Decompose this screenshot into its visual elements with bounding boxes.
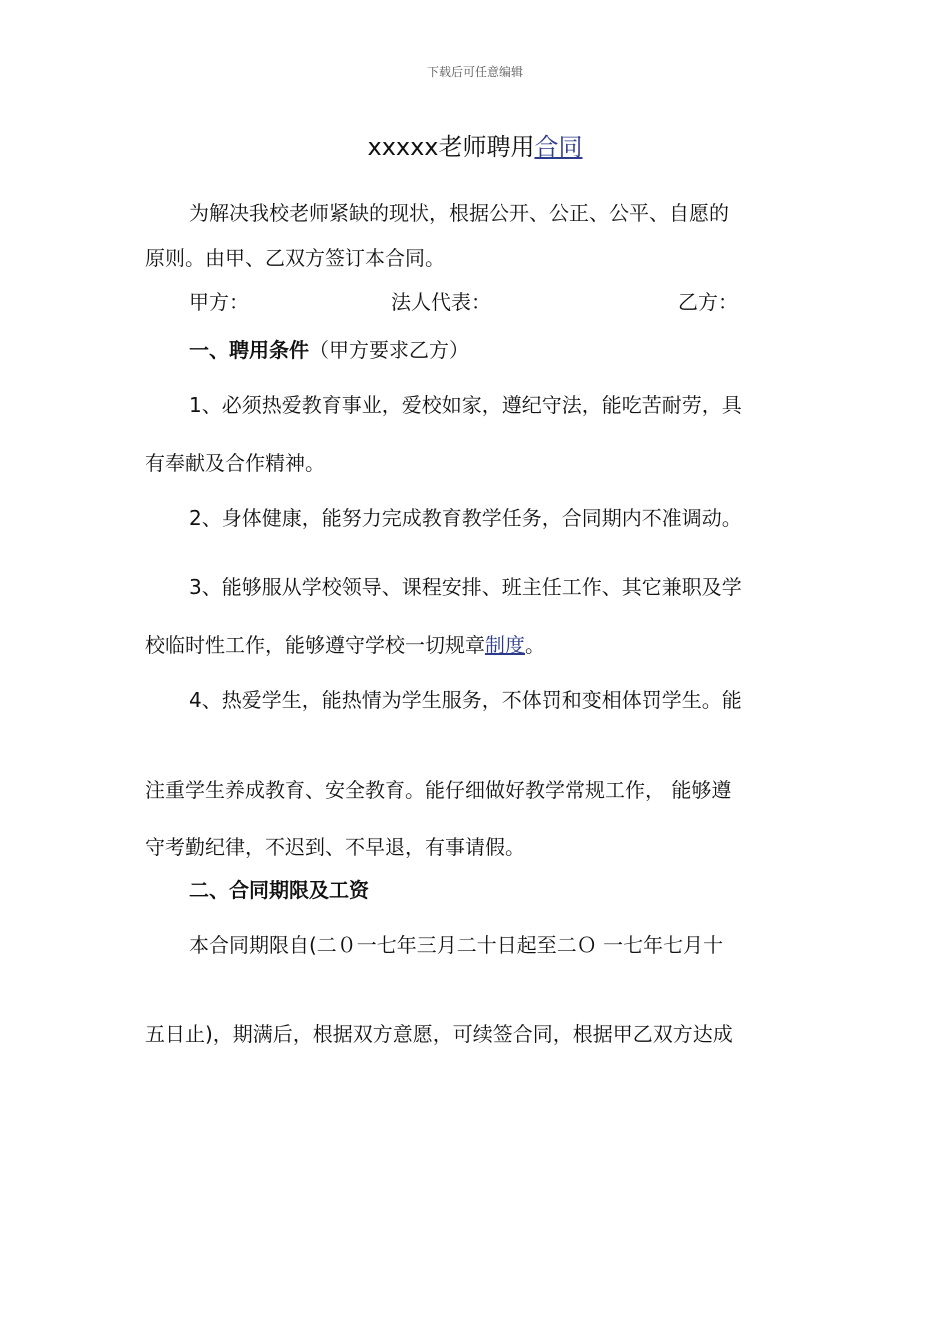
intro-line-1: 为解决我校老师紧缺的现状，根据公开、公正、公平、自愿的 xyxy=(189,201,729,225)
item-4-line-1: 4、热爱学生，能热情为学生服务，不体罚和变相体罚学生。能 xyxy=(189,688,742,712)
term-line-2: 五日止)，期满后，根据双方意愿，可续签合同，根据甲乙双方达成 xyxy=(145,1022,733,1046)
party-a-label: 甲方： xyxy=(189,290,249,314)
item-2-line-1: 2、身体健康，能努力完成教育教学任务，合同期内不准调动。 xyxy=(189,506,742,530)
item-4-line-3: 守考勤纪律，不迟到、不早退，有事请假。 xyxy=(145,835,525,859)
item-4-line-2: 注重学生养成教育、安全教育。能仔细做好教学常规工作， 能够遵 xyxy=(145,778,732,802)
document-title xyxy=(0,135,950,159)
item-3-line-1: 3、能够服从学校领导、课程安排、班主任工作、其它兼职及学 xyxy=(189,575,742,599)
item-1-line-1: 1、必须热爱教育事业，爱校如家，遵纪守法，能吃苦耐劳，具 xyxy=(189,393,742,417)
regulations-link[interactable]: 制度 xyxy=(485,633,525,657)
party-b-label: 乙方： xyxy=(678,290,738,314)
term-line-1: 本合同期限自(二０一七年三月二十日起至二Ｏ 一七年七月十 xyxy=(189,933,724,957)
item-3-line-2 xyxy=(145,635,545,655)
section-1-note: （甲方要求乙方） xyxy=(309,338,469,362)
item-3-line-2-text: 校临时性工作，能够遵守学校一切规章 xyxy=(145,633,485,657)
title-link-contract[interactable]: 合同 xyxy=(534,133,583,161)
header-note: 下载后可任意编辑 xyxy=(426,65,523,79)
item-3-line-2-end: 。 xyxy=(525,633,545,657)
intro-line-2: 原则。由甲、乙双方签订本合同。 xyxy=(145,246,445,270)
legal-representative-label: 法人代表： xyxy=(391,290,491,314)
section-1-heading xyxy=(189,340,469,360)
section-2-heading: 二、合同期限及工资 xyxy=(189,878,369,902)
section-1-title: 一、聘用条件 xyxy=(189,338,309,362)
title-text: xxxxx老师聘用 xyxy=(367,133,535,161)
item-1-line-2: 有奉献及合作精神。 xyxy=(145,451,325,475)
